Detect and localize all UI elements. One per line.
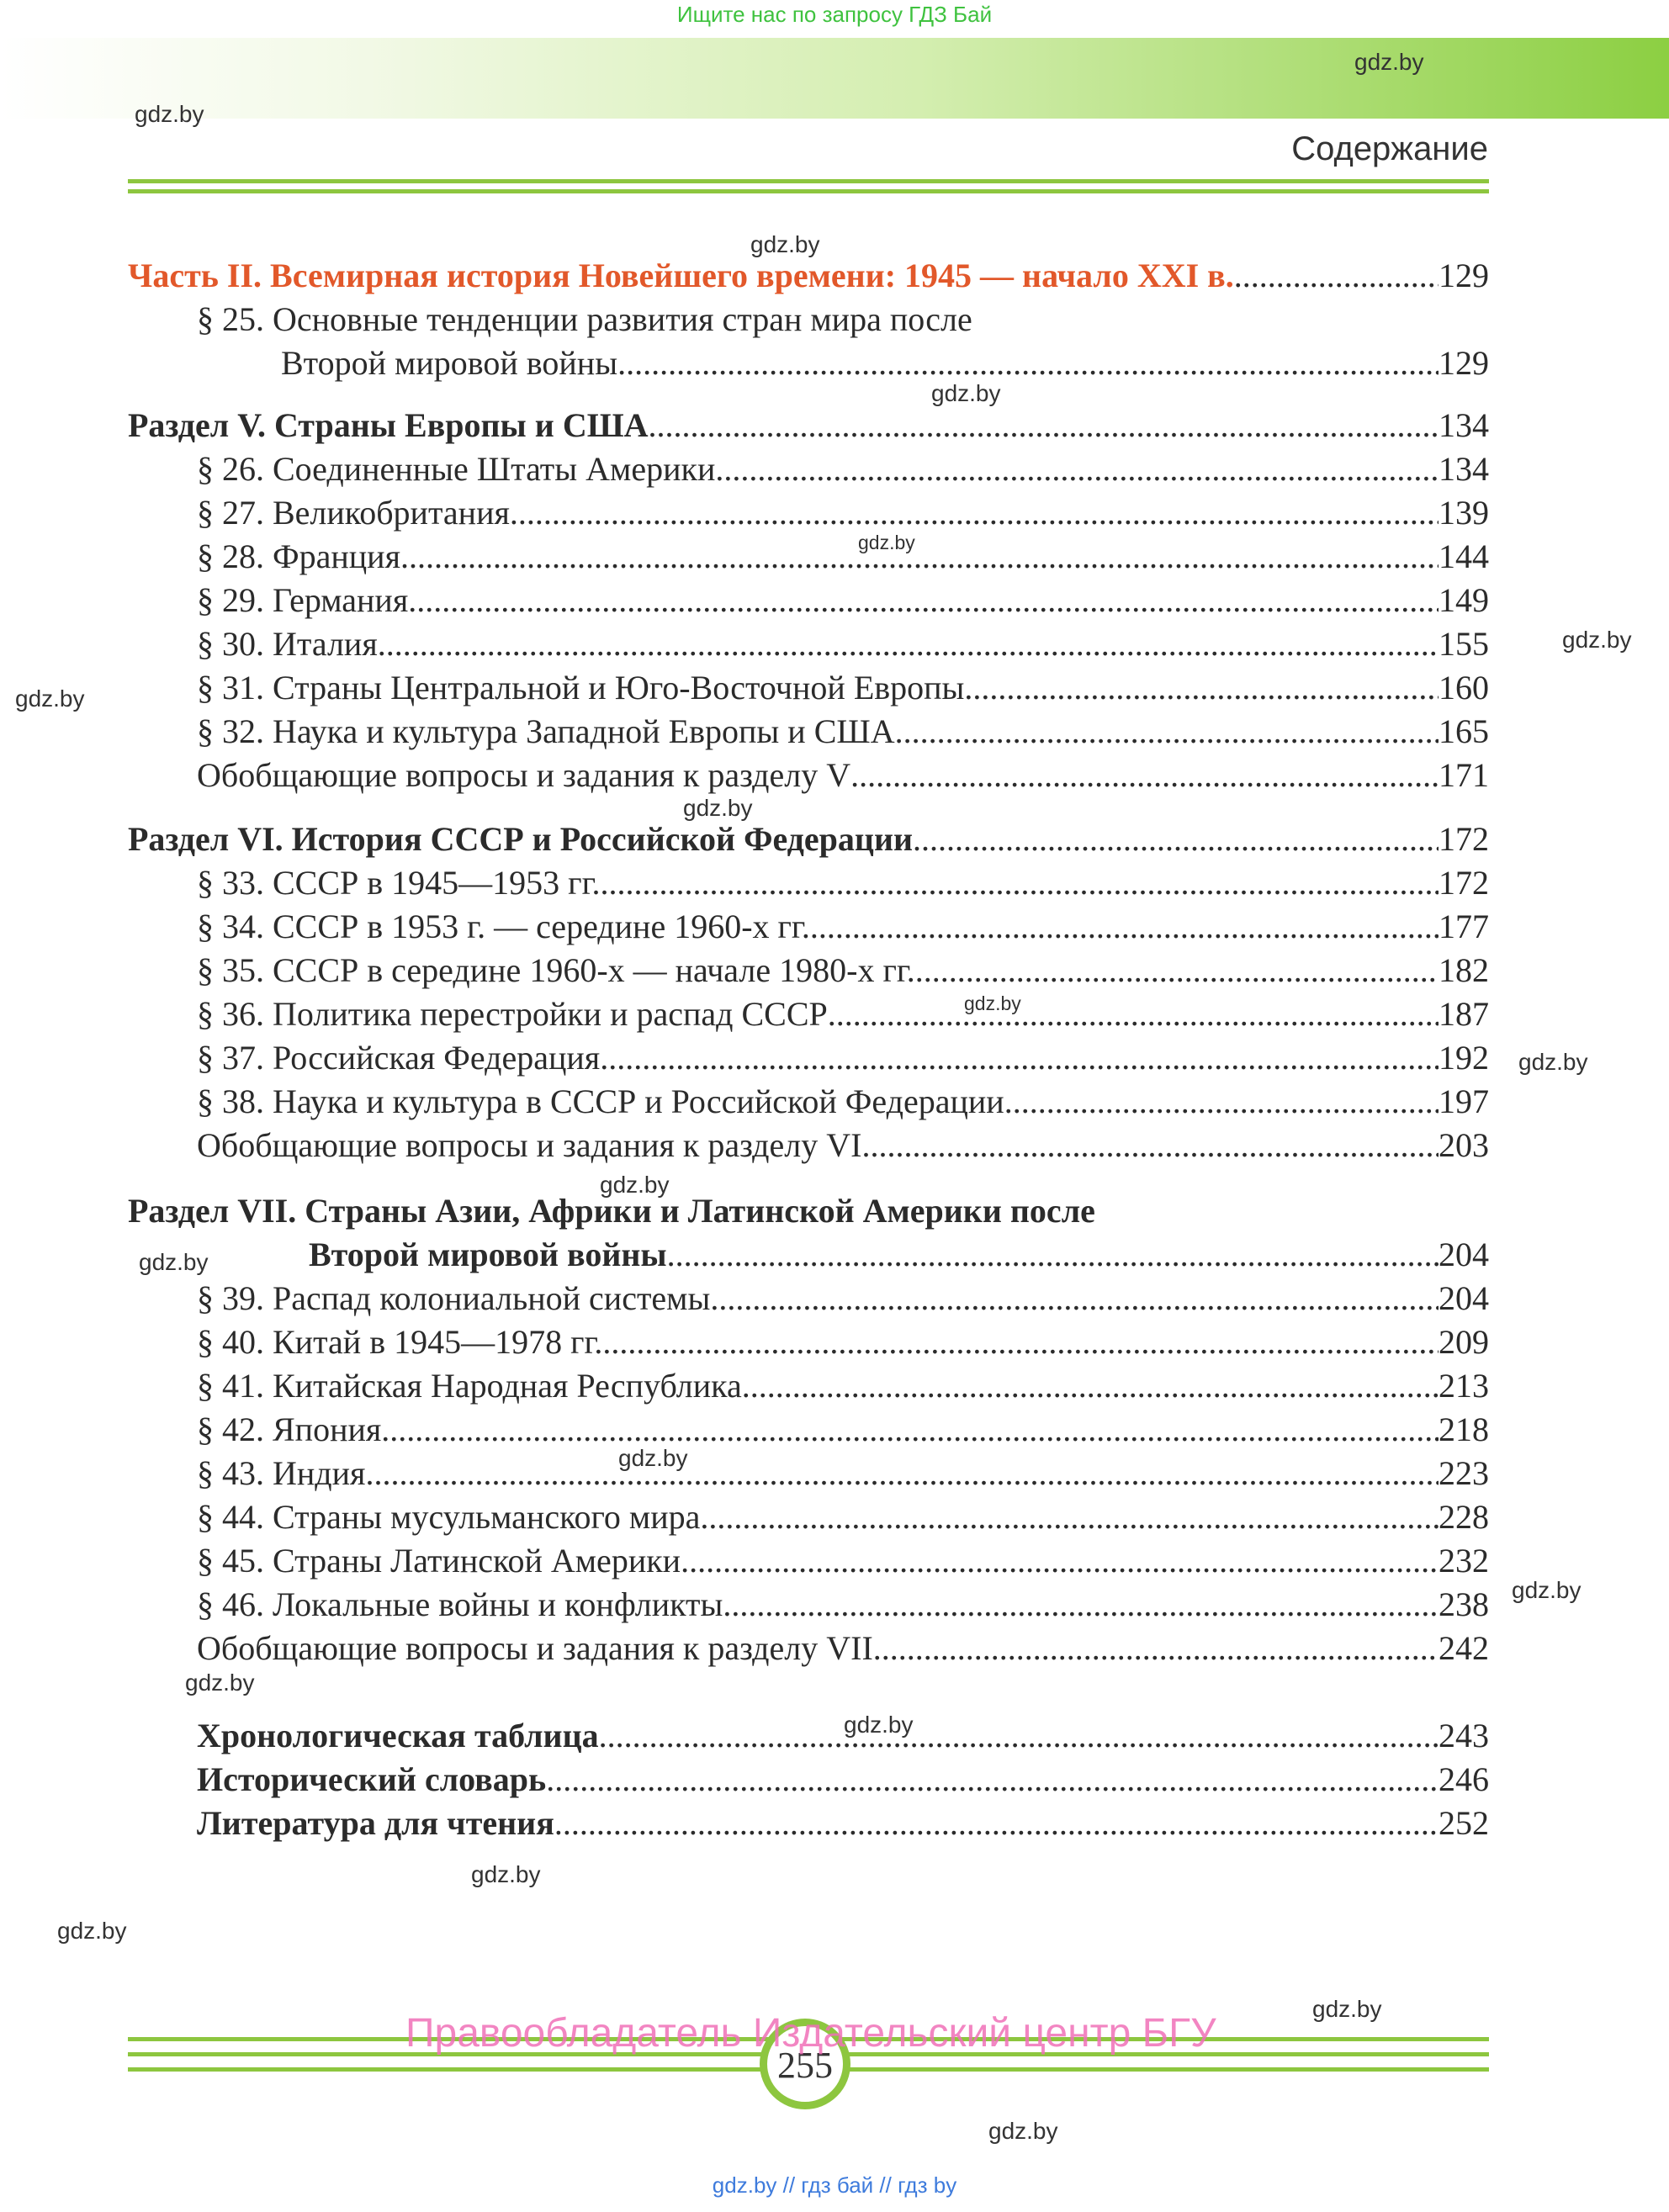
leader-dots (710, 1277, 1439, 1320)
toc-page: 165 (1439, 712, 1489, 750)
toc-label: Литература для чтения (197, 1804, 554, 1842)
toc-item[interactable] (128, 754, 1489, 797)
toc-page: 160 (1439, 669, 1489, 706)
leader-dots (873, 1627, 1439, 1670)
toc-item[interactable] (128, 710, 1489, 754)
toc-label: Обобщающие вопросы и задания к разделу V (197, 756, 851, 794)
watermark: gdz.by (988, 2118, 1058, 2144)
toc-page: 213 (1439, 1367, 1489, 1405)
toc-label: Обобщающие вопросы и задания к разделу VI (197, 1126, 862, 1164)
toc-section[interactable] (128, 1233, 1489, 1277)
toc-label: § 40. Китай в 1945—1978 гг. (197, 1323, 603, 1361)
toc-page: 204 (1439, 1279, 1489, 1317)
toc-item[interactable] (128, 666, 1489, 710)
page-number: 255 (777, 2045, 833, 2086)
toc-label: § 43. Индия (197, 1454, 366, 1492)
leader-dots (1004, 1080, 1439, 1124)
toc-page: 218 (1439, 1410, 1489, 1448)
toc-item[interactable] (128, 1080, 1489, 1124)
watermark: gdz.by (1562, 627, 1632, 653)
leader-dots (365, 1452, 1439, 1495)
toc-item[interactable] (128, 1495, 1489, 1539)
toc-page: 197 (1439, 1082, 1489, 1120)
toc-label: § 35. СССР в середине 1960-х — начале 1980-х гг. (197, 951, 915, 989)
watermark: gdz.by (1512, 1577, 1582, 1603)
watermark: gdz.by (1518, 1049, 1588, 1075)
toc-item[interactable] (128, 341, 1489, 385)
toc-item[interactable] (128, 491, 1489, 535)
toc-item[interactable] (128, 1539, 1489, 1583)
toc-page: 155 (1439, 625, 1489, 663)
toc-label: § 27. Великобритания (197, 494, 510, 532)
watermark: gdz.by (844, 1712, 914, 1738)
leader-dots (602, 1320, 1439, 1364)
leader-dots (850, 754, 1439, 797)
toc-page: 246 (1439, 1760, 1489, 1798)
watermark: gdz.by (683, 795, 753, 821)
toc-page: 149 (1439, 581, 1489, 619)
leader-dots (913, 818, 1439, 861)
toc-item[interactable] (128, 535, 1489, 579)
toc-item[interactable] (128, 861, 1489, 905)
leader-dots (1234, 254, 1439, 298)
toc-item[interactable] (128, 949, 1489, 992)
watermark: gdz.by (931, 380, 1001, 406)
toc-item[interactable] (128, 1320, 1489, 1364)
leader-dots (861, 1124, 1439, 1167)
toc-label: § 46. Локальные войны и конфликты (197, 1585, 723, 1623)
toc-page: 182 (1439, 951, 1489, 989)
watermark: gdz.by (1354, 49, 1424, 75)
toc-label: § 30. Италия (197, 625, 378, 663)
leader-dots (546, 1758, 1439, 1802)
toc-label: § 44. Страны мусульманского мира (197, 1498, 701, 1536)
toc-item[interactable] (128, 1364, 1489, 1408)
toc-item[interactable] (128, 1036, 1489, 1080)
toc-label: § 29. Германия (197, 581, 409, 619)
toc-label: § 36. Политика перестройки и распад СССР (197, 995, 828, 1033)
watermark: gdz.by (57, 1918, 127, 1944)
toc-label: § 34. СССР в 1953 г. — середине 1960-х гг. (197, 908, 810, 945)
toc-item[interactable] (128, 905, 1489, 949)
toc-label: § 26. Соединенные Штаты Америки (197, 450, 716, 488)
toc-label: § 42. Япония (197, 1410, 382, 1448)
toc-label: Раздел VII. Страны Азии, Африки и Латинской Америки после (128, 1192, 1095, 1230)
watermark: gdz.by (139, 1249, 209, 1275)
toc-label: Раздел VI. История СССР и Российской Федерации (128, 820, 914, 858)
watermark: gdz.by (618, 1445, 688, 1471)
toc-label: Раздел V. Страны Европы и США (128, 406, 649, 444)
toc-page: 139 (1439, 494, 1489, 532)
toc-page: 223 (1439, 1454, 1489, 1492)
watermark: gdz.by (471, 1861, 541, 1887)
toc-appendix[interactable] (128, 1802, 1489, 1845)
toc-label: Исторический словарь (197, 1760, 547, 1798)
toc-page: 228 (1439, 1498, 1489, 1536)
toc-label: § 41. Китайская Народная Республика (197, 1367, 742, 1405)
header-rule (128, 179, 1489, 183)
leader-dots (700, 1495, 1439, 1539)
toc-item[interactable] (128, 579, 1489, 622)
toc-page: 204 (1439, 1236, 1489, 1273)
bottom-links[interactable]: gdz.by // гдз бай // гдз by (712, 2172, 957, 2198)
toc-page: 134 (1439, 450, 1489, 488)
leader-dots (600, 1036, 1439, 1080)
leader-dots (667, 1233, 1439, 1277)
leader-dots (810, 905, 1439, 949)
copyright-notice: Правообладатель Издательский центр БГУ (405, 2011, 1216, 2056)
watermark: gdz.by (964, 992, 1021, 1014)
toc-item[interactable] (128, 1277, 1489, 1320)
leader-dots (649, 404, 1439, 447)
leader-dots (895, 710, 1439, 754)
leader-dots (378, 622, 1439, 666)
toc-item[interactable] (128, 1627, 1489, 1670)
toc-item[interactable] (128, 447, 1489, 491)
watermark: gdz.by (1312, 1996, 1382, 2022)
leader-dots (599, 1714, 1439, 1758)
toc-section[interactable] (128, 1189, 1489, 1233)
toc-page: 192 (1439, 1039, 1489, 1077)
toc-page: 252 (1439, 1804, 1489, 1842)
toc-page: 129 (1439, 257, 1489, 294)
leader-dots (915, 949, 1439, 992)
page-title: Содержание (1291, 130, 1488, 167)
toc-label: § 25. Основные тенденции развития стран мира после (197, 300, 972, 338)
toc-item[interactable] (128, 1583, 1489, 1627)
leader-dots (381, 1408, 1439, 1452)
toc-page: 129 (1439, 344, 1489, 382)
leader-dots (510, 491, 1439, 535)
leader-dots (600, 861, 1439, 905)
toc-page: 171 (1439, 756, 1489, 794)
top-banner: Ищите нас по запросу ГДЗ Бай (676, 2, 993, 27)
toc-label: Хронологическая таблица (197, 1717, 599, 1754)
toc-page: 243 (1439, 1717, 1489, 1754)
toc-label: § 31. Страны Центральной и Юго-Восточной Европы (197, 669, 965, 706)
watermark: gdz.by (135, 101, 204, 127)
leader-dots (554, 1802, 1439, 1845)
leader-dots (617, 341, 1439, 385)
watermark: gdz.by (185, 1670, 255, 1696)
toc-section[interactable] (128, 404, 1489, 447)
toc-label: § 32. Наука и культура Западной Европы и США (197, 712, 895, 750)
leader-dots (681, 1539, 1439, 1583)
toc-label: § 45. Страны Латинской Америки (197, 1542, 681, 1580)
toc-page: 187 (1439, 995, 1489, 1033)
toc-item[interactable] (128, 1408, 1489, 1452)
toc-page: 134 (1439, 406, 1489, 444)
toc-page: 172 (1439, 864, 1489, 902)
leader-dots (408, 579, 1439, 622)
toc-page: 232 (1439, 1542, 1489, 1580)
toc-page: 177 (1439, 908, 1489, 945)
toc-label: § 38. Наука и культура в СССР и Российской Федерации (197, 1082, 1004, 1120)
toc-part[interactable] (128, 254, 1489, 298)
toc-item[interactable] (128, 992, 1489, 1036)
toc-page: 242 (1439, 1629, 1489, 1667)
toc-item[interactable] (128, 1124, 1489, 1167)
toc-appendix[interactable] (128, 1758, 1489, 1802)
toc-page: 203 (1439, 1126, 1489, 1164)
toc-label: § 39. Распад колониальной системы (197, 1279, 711, 1317)
leader-dots (828, 992, 1439, 1036)
toc-item[interactable] (128, 1452, 1489, 1495)
toc-appendix[interactable] (128, 1714, 1489, 1758)
toc-item[interactable] (128, 622, 1489, 666)
toc-label: § 33. СССР в 1945—1953 гг. (197, 864, 601, 902)
watermark: gdz.by (858, 532, 915, 553)
watermark: gdz.by (750, 231, 820, 257)
toc-label: Обобщающие вопросы и задания к разделу VII (197, 1629, 873, 1667)
leader-dots (742, 1364, 1439, 1408)
toc-label: Часть II. Всемирная история Новейшего времени: 1945 — начало XXI в. (128, 257, 1234, 294)
leader-dots (964, 666, 1439, 710)
toc-label: Второй мировой войны (309, 1236, 667, 1273)
toc-label: § 37. Российская Федерация (197, 1039, 601, 1077)
toc-page: 238 (1439, 1585, 1489, 1623)
toc-page: 172 (1439, 820, 1489, 858)
toc-item[interactable] (128, 298, 1558, 341)
leader-dots (400, 535, 1439, 579)
toc-page: 144 (1439, 537, 1489, 575)
watermark: gdz.by (15, 685, 85, 712)
watermark: gdz.by (600, 1172, 670, 1198)
leader-dots (723, 1583, 1439, 1627)
toc-label: Второй мировой войны (281, 344, 618, 382)
toc-page: 209 (1439, 1323, 1489, 1361)
header-rule (128, 189, 1489, 193)
toc-label: § 28. Франция (197, 537, 400, 575)
leader-dots (715, 447, 1439, 491)
toc-section[interactable] (128, 818, 1489, 861)
